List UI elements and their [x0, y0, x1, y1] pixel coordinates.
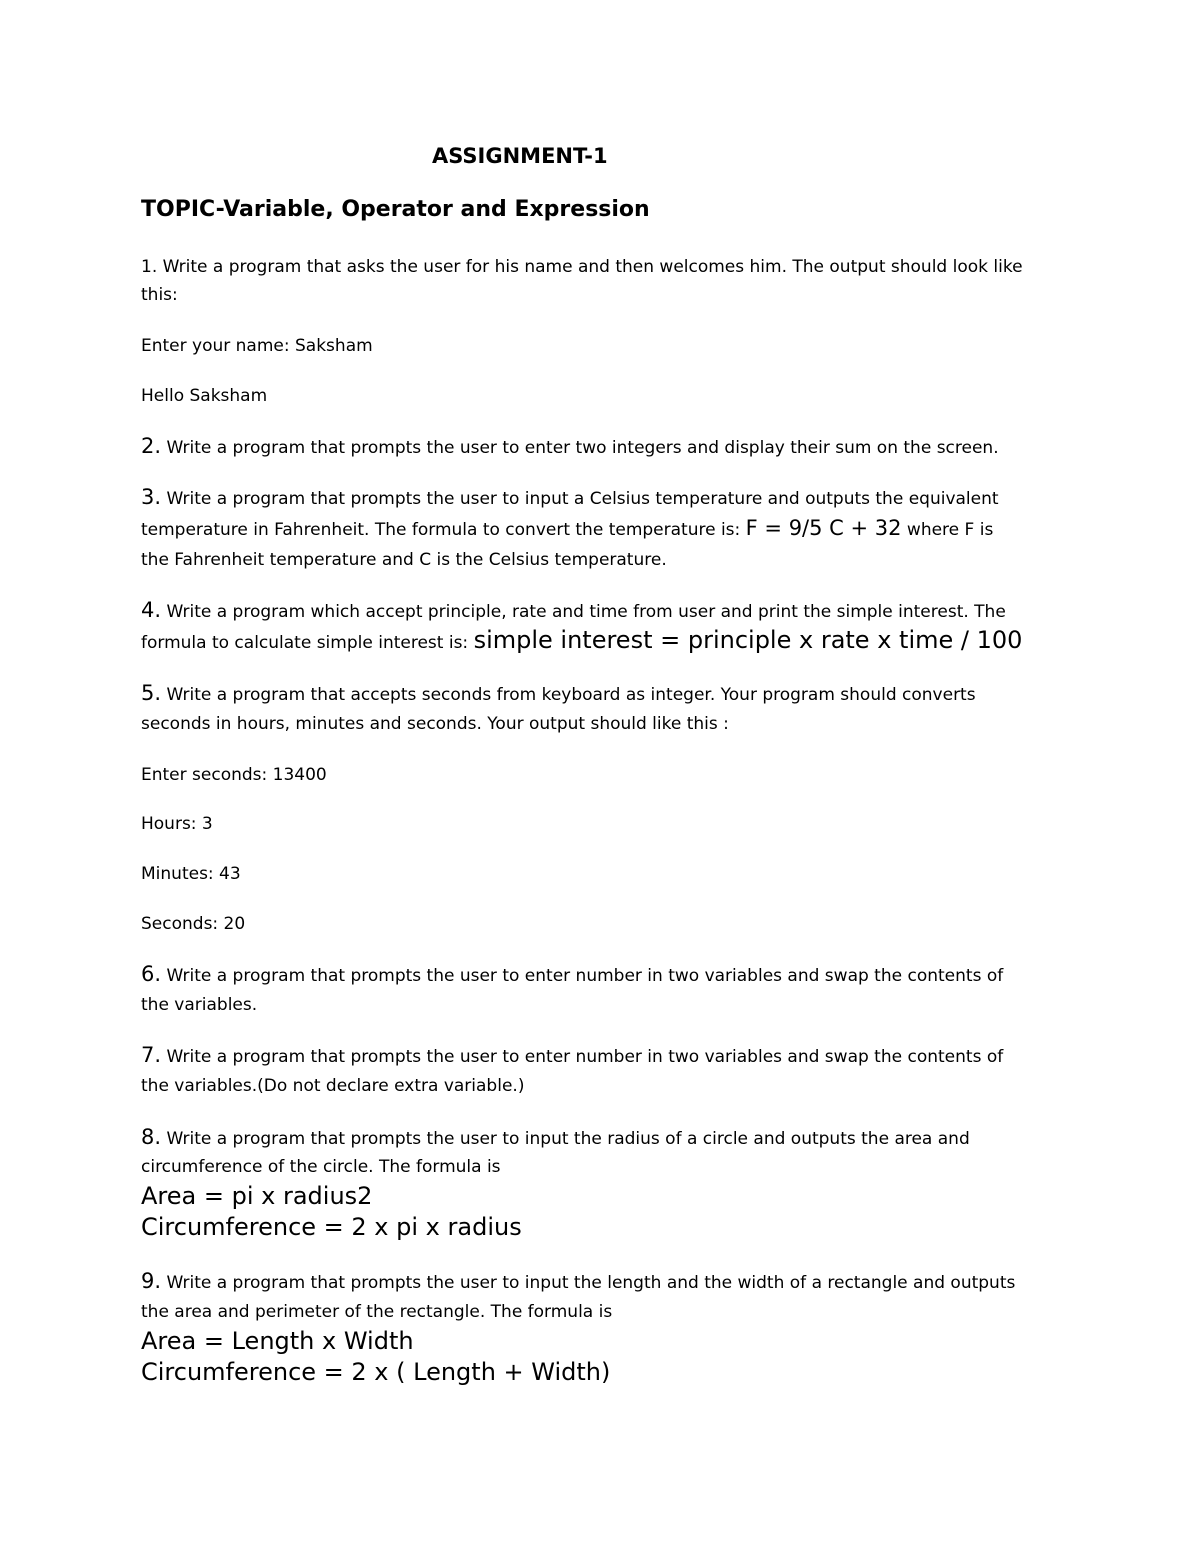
q8-circumference-formula: Circumference = 2 x pi x radius: [141, 1213, 522, 1241]
q9-circumference-formula: Circumference = 2 x ( Length + Width): [141, 1358, 611, 1386]
q7-number: 7.: [141, 1043, 162, 1067]
q1-example-output: Hello Saksham: [141, 386, 268, 406]
q5-line2: seconds in hours, minutes and seconds. Your output should like this :: [141, 714, 729, 734]
q1-line2: this:: [141, 285, 178, 305]
q3-line2-text: temperature in Fahrenheit. The formula to convert the temperature is:: [141, 520, 746, 540]
q5-text: Write a program that accepts seconds from keyboard as integer. Your program should converts: [161, 685, 976, 705]
q3-line2: [141, 517, 993, 541]
q4-formula: simple interest = principle x rate x time / 100: [473, 626, 1023, 654]
q3-line3: the Fahrenheit temperature and C is the Celsius temperature.: [141, 550, 667, 570]
q4-line1: [141, 599, 1006, 623]
q9-line1: [141, 1270, 1015, 1294]
q9-area-formula: Area = Length x Width: [141, 1327, 414, 1355]
q1-example-input: Enter your name: Saksham: [141, 336, 373, 356]
q3-line2-suffix: where F is: [901, 520, 994, 540]
assignment-title: ASSIGNMENT-1: [432, 144, 608, 168]
q2-text: Write a program that prompts the user to enter two integers and display their sum on the screen.: [161, 438, 999, 458]
q3-line1: [141, 486, 999, 510]
q8-area-formula: Area = pi x radius2: [141, 1182, 373, 1210]
q4-text: Write a program which accept principle, rate and time from user and print the simple interest. The: [161, 602, 1006, 622]
q6-line2: the variables.: [141, 995, 258, 1015]
q7-line2: the variables.(Do not declare extra variable.): [141, 1076, 525, 1096]
q2-line1: [141, 435, 999, 459]
topic-heading: TOPIC-Variable, Operator and Expression: [141, 197, 650, 222]
q6-line1: [141, 963, 1003, 987]
q7-line1: [141, 1044, 1003, 1068]
q1-line1: 1. Write a program that asks the user for his name and then welcomes him. The output should look like: [141, 257, 1023, 277]
q5-number: 5.: [141, 681, 162, 705]
q8-line2: circumference of the circle. The formula is: [141, 1157, 501, 1177]
q3-formula: F = 9/5 C + 32: [745, 516, 902, 540]
q5-output-seconds: Seconds: 20: [141, 914, 246, 934]
q9-number: 9.: [141, 1269, 162, 1293]
q6-number: 6.: [141, 962, 162, 986]
q9-line2: the area and perimeter of the rectangle. The formula is: [141, 1302, 613, 1322]
q8-number: 8.: [141, 1125, 162, 1149]
q9-text: Write a program that prompts the user to input the length and the width of a rectangle and outputs: [161, 1273, 1016, 1293]
q4-line2-text: formula to calculate simple interest is:: [141, 633, 474, 653]
q5-output-hours: Hours: 3: [141, 814, 213, 834]
q8-text: Write a program that prompts the user to input the radius of a circle and outputs the area and: [161, 1129, 970, 1149]
q3-number: 3.: [141, 485, 162, 509]
q2-number: 2.: [141, 434, 162, 458]
q3-text: Write a program that prompts the user to input a Celsius temperature and outputs the equivalent: [161, 489, 999, 509]
q4-line2: [141, 626, 1023, 654]
q5-output-seconds-input: Enter seconds: 13400: [141, 765, 327, 785]
q7-text: Write a program that prompts the user to enter number in two variables and swap the contents of: [161, 1047, 1004, 1067]
q6-text: Write a program that prompts the user to enter number in two variables and swap the contents of: [161, 966, 1004, 986]
q4-number: 4.: [141, 598, 162, 622]
q8-line1: [141, 1126, 970, 1150]
q5-line1: [141, 682, 976, 706]
q5-output-minutes: Minutes: 43: [141, 864, 241, 884]
